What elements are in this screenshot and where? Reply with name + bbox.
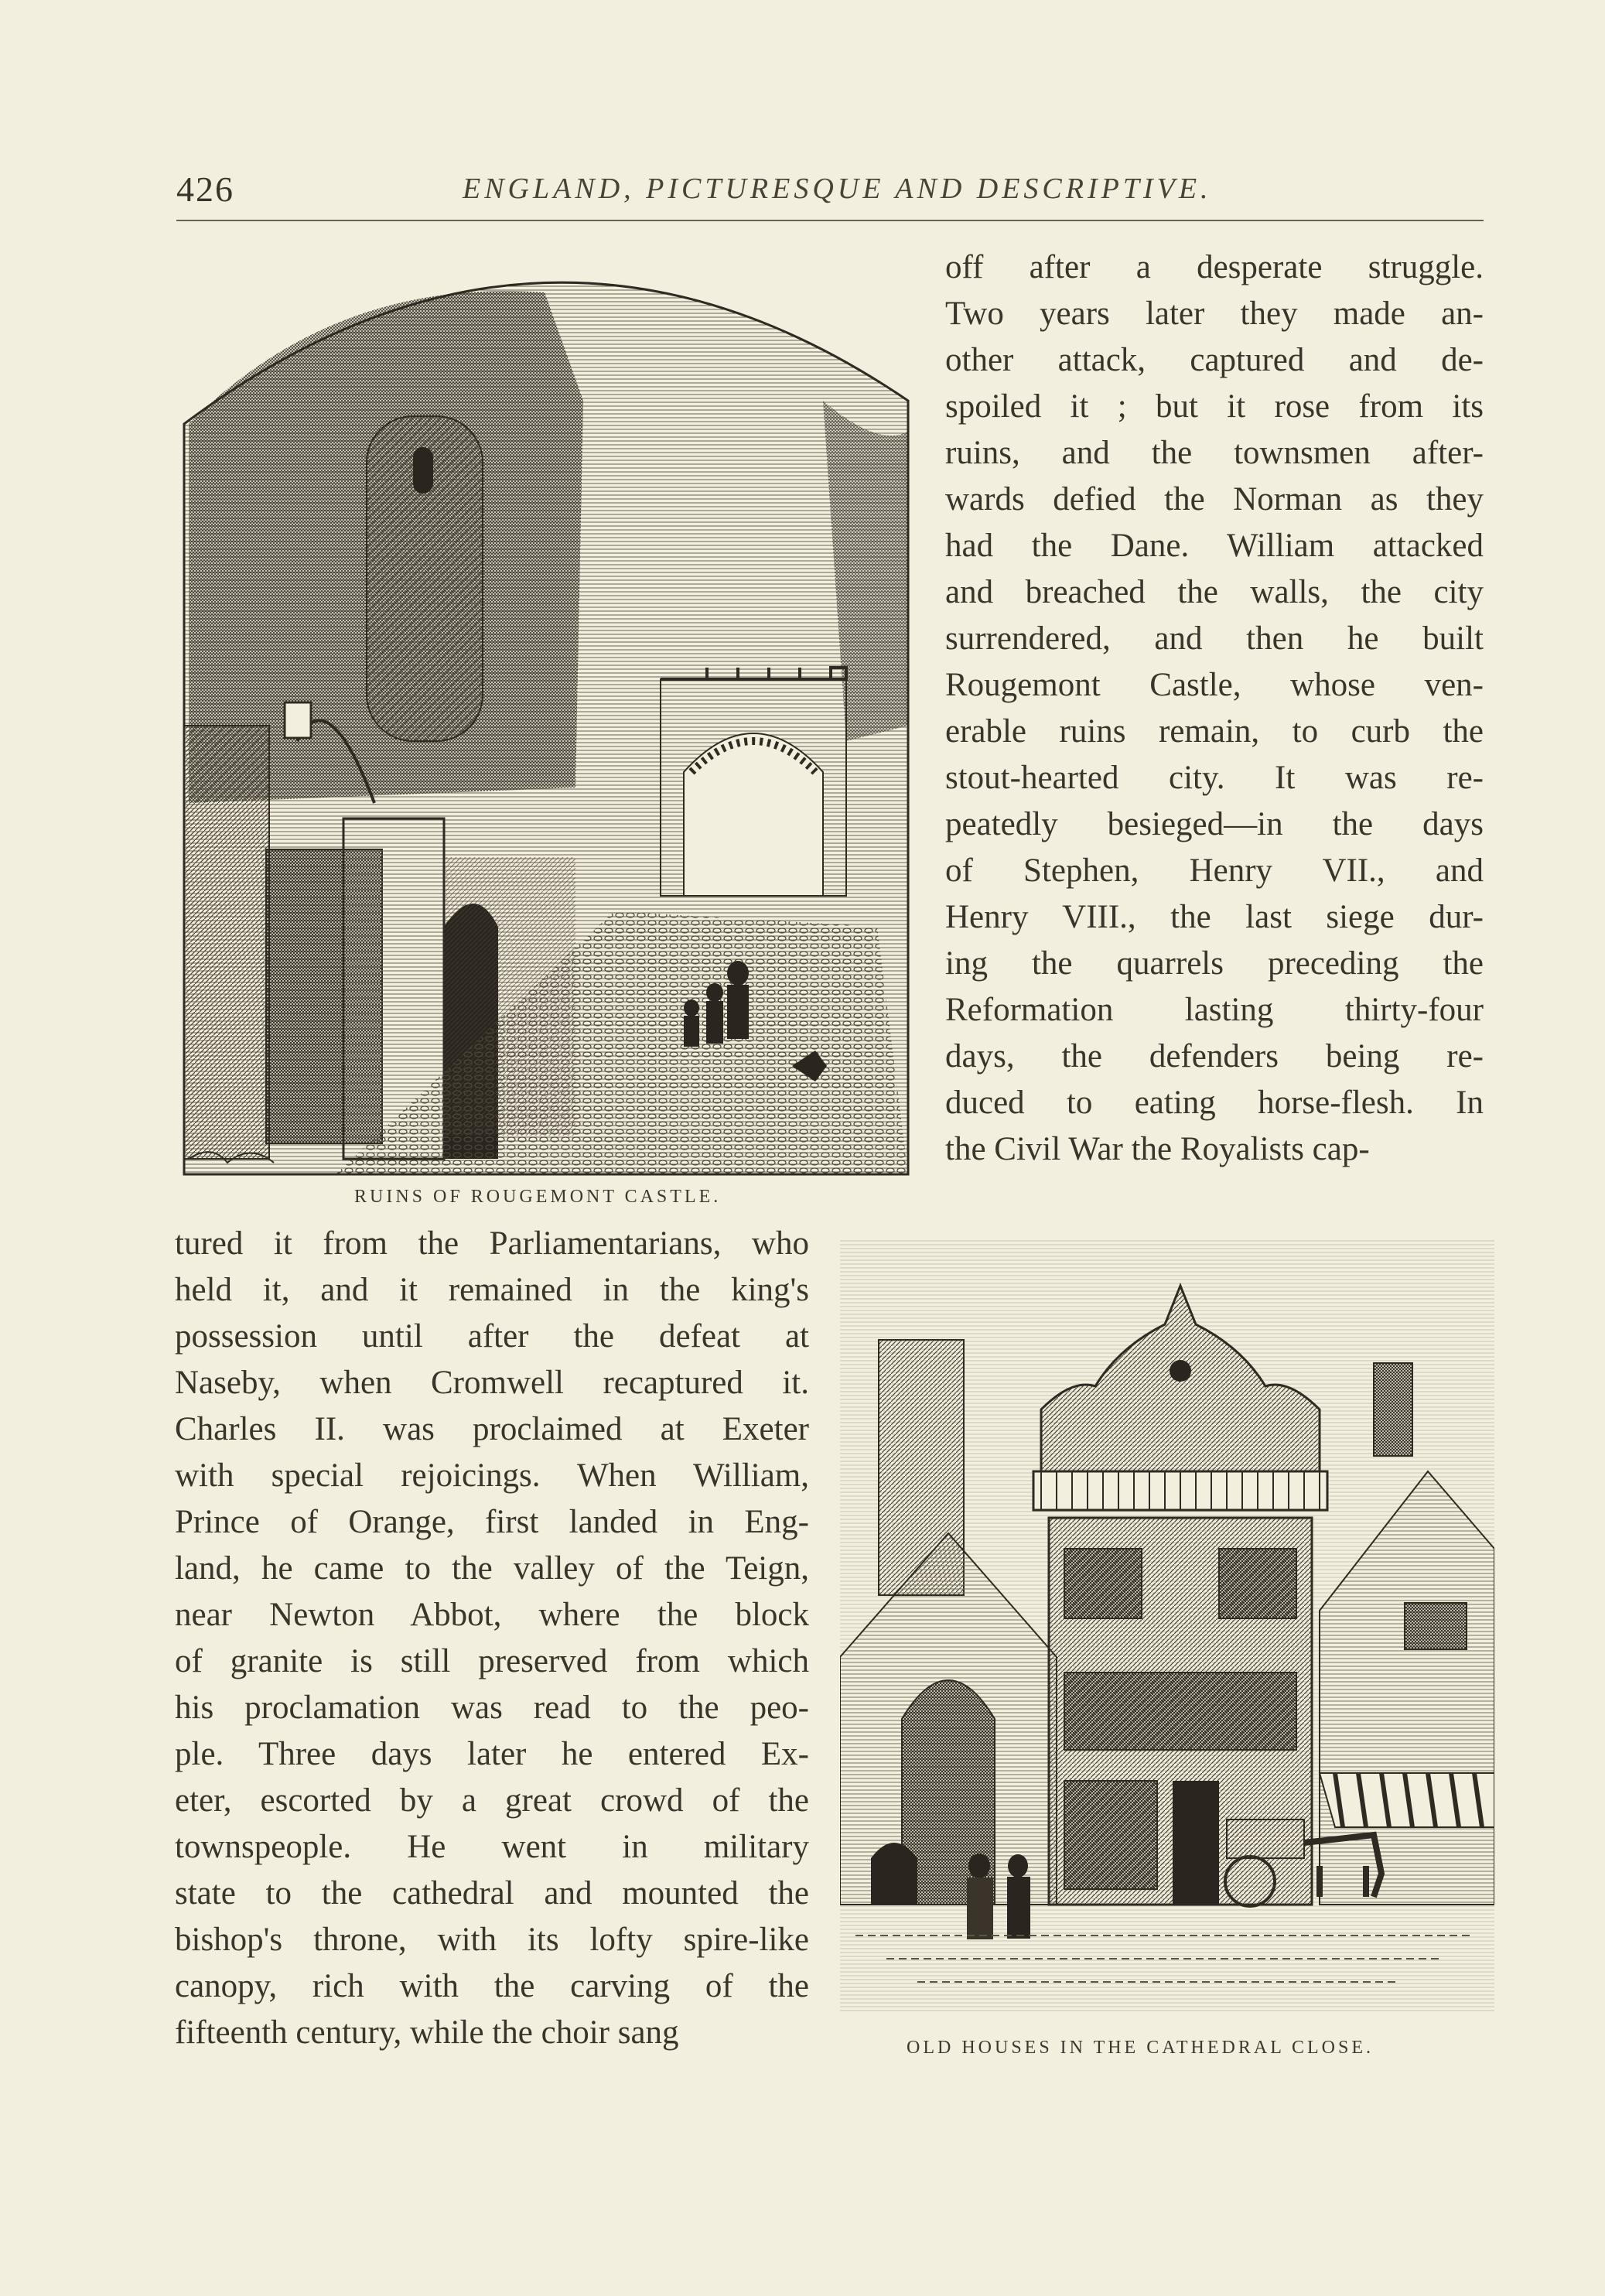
text-line: canopy, rich with the carving of the xyxy=(175,1968,809,2004)
text-line: with special rejoicings. When William, xyxy=(175,1457,809,1494)
text-line: Prince of Orange, first landed in Eng- xyxy=(175,1504,809,1540)
text-line: Naseby, when Cromwell recaptured it. xyxy=(175,1365,809,1401)
text-line: off after a desperate struggle. xyxy=(945,249,1484,285)
text-line: the Civil War the Royalists cap- xyxy=(945,1131,1370,1167)
text-line: eter, escorted by a great crowd of the xyxy=(175,1782,809,1819)
text-line: ruins, and the townsmen after- xyxy=(945,435,1484,471)
text-line: spoiled it ; but it rose from its xyxy=(945,388,1484,425)
text-line: held it, and it remained in the king's xyxy=(175,1272,809,1308)
figure-caption: OLD HOUSES IN THE CATHEDRAL CLOSE. xyxy=(907,2038,1374,2058)
rougemont-castle-engraving xyxy=(181,246,913,1177)
text-line: ing the quarrels preceding the xyxy=(945,945,1484,982)
right-column-text xyxy=(945,244,1484,1173)
text-line: state to the cathedral and mounted the xyxy=(175,1875,809,1912)
running-title: ENGLAND, PICTURESQUE AND DESCRIPTIVE. xyxy=(463,173,1212,205)
text-line: fifteenth century, while the choir sang xyxy=(175,2014,679,2051)
text-line: wards defied the Norman as they xyxy=(945,481,1484,518)
text-line: ple. Three days later he entered Ex- xyxy=(175,1736,809,1772)
text-line: his proclamation was read to the peo- xyxy=(175,1690,809,1726)
text-line: near Newton Abbot, where the block xyxy=(175,1597,809,1633)
text-line: Reformation lasting thirty-four xyxy=(945,992,1484,1028)
text-line: and breached the walls, the city xyxy=(945,574,1484,610)
text-line: of Stephen, Henry VII., and xyxy=(945,852,1484,889)
text-line: Two years later they made an- xyxy=(945,296,1484,332)
text-line: peatedly besieged—in the days xyxy=(945,806,1484,842)
text-line: tured it from the Parliamentarians, who xyxy=(175,1225,809,1262)
page-number: 426 xyxy=(176,169,234,209)
figure-caption: RUINS OF ROUGEMONT CASTLE. xyxy=(354,1187,722,1207)
text-line: duced to eating horse-flesh. In xyxy=(945,1085,1484,1121)
text-line: possession until after the defeat at xyxy=(175,1318,809,1355)
text-line: erable ruins remain, to curb the xyxy=(945,713,1484,750)
cathedral-close-engraving xyxy=(840,1239,1494,2013)
text-line: days, the defenders being re- xyxy=(945,1038,1484,1075)
text-line: stout-hearted city. It was re- xyxy=(945,760,1484,796)
text-line: bishop's throne, with its lofty spire-like xyxy=(175,1922,809,1958)
text-line: land, he came to the valley of the Teign, xyxy=(175,1550,809,1587)
text-line: other attack, captured and de- xyxy=(945,342,1484,378)
text-line: Rougemont Castle, whose ven- xyxy=(945,667,1484,703)
text-line: townspeople. He went in military xyxy=(175,1829,809,1865)
left-column-text xyxy=(175,1221,809,2056)
text-line: Henry VIII., the last siege dur- xyxy=(945,899,1484,935)
text-line: had the Dane. William attacked xyxy=(945,528,1484,564)
text-line: of granite is still preserved from which xyxy=(175,1643,809,1679)
text-line: surrendered, and then he built xyxy=(945,620,1484,657)
text-line: Charles II. was proclaimed at Exeter xyxy=(175,1411,809,1447)
page-header xyxy=(176,169,1484,215)
header-rule xyxy=(176,220,1484,221)
